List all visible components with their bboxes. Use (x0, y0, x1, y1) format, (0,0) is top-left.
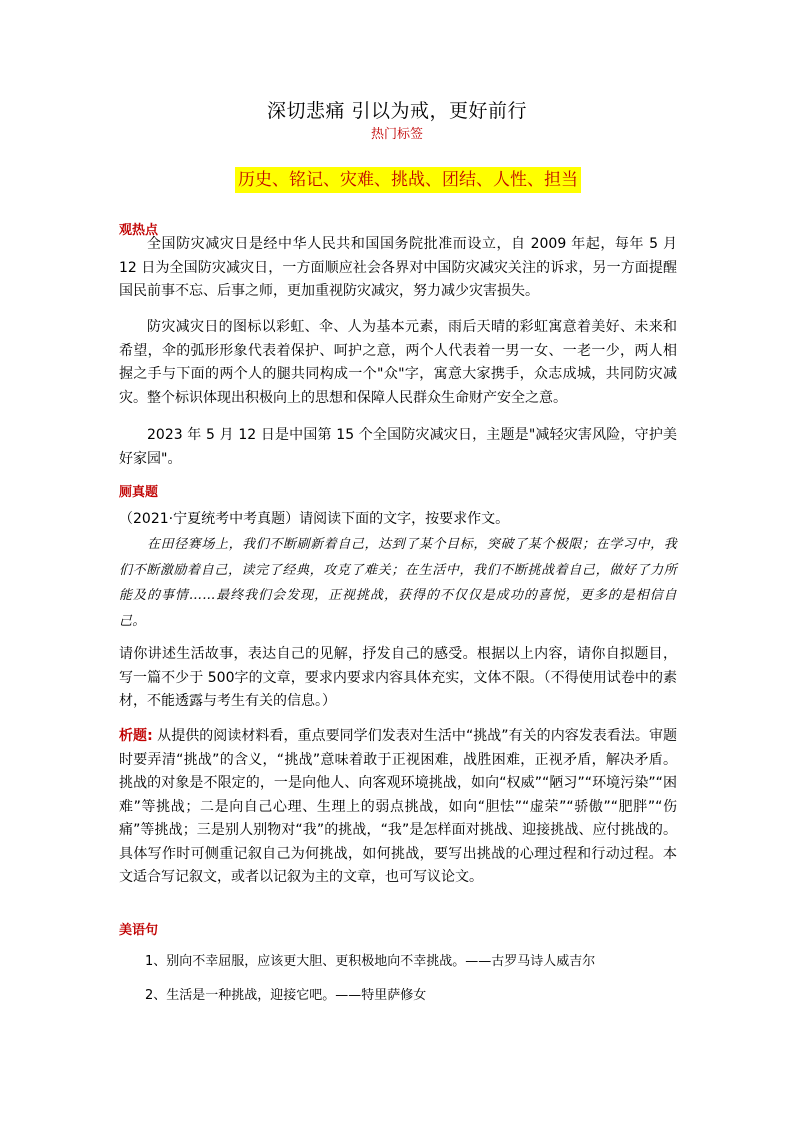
hot-view-paragraph-1: 全国防灾减灾日是经中华人民共和国国务院批准而设立，自 2009 年起，每年 5 月 12 日为全国防灾减灾日，一方面顺应社会各界对中国防灾减灾关注的诉求，另一方面提醒国民前事不忘、后事之师，更加重视防灾减灾，努力减少灾害损失。 (119, 236, 677, 299)
section-heading-hot-view: 观热点 (119, 223, 159, 238)
exam-quote: 在田径赛场上，我们不断刷新着自己，达到了某个目标，突破了某个极限；在学习中，我们不断激励着自己，读完了经典，攻克了难关；在生活中，我们不断挑战着自己，做好了力所能及的事情……最终我们会发现，正视挑战，获得的不仅仅是成功的喜悦，更多的是相信自己。 (119, 537, 677, 629)
tags-highlight: 历史、铭记、灾难、挑战、团结、人性、担当 (235, 167, 581, 193)
document-title: 深切悲痛 引以为戒，更好前行 (266, 100, 528, 122)
hot-tags-label: 热门标签 (370, 127, 423, 142)
quote-item: 2、生活是一种挑战，迎接它吧。——特里萨修女 (145, 988, 427, 1003)
quote-item: 1、别向不幸屈服，应该更大胆、更积极地向不幸挑战。——古罗马诗人威吉尔 (145, 954, 596, 969)
exam-requirement: 请你讲述生活故事，表达自己的见解，抒发自己的感受。根据以上内容，请你自拟题目，写一篇不少于 500字的文章，要求内要求内容具体充实，文体不限。（不得使用试卷中的素材，不能透露与考生有关的信息。） (119, 646, 677, 709)
section-heading-exam: 厕真题 (119, 485, 159, 500)
exam-intro: （2021·宁夏统考中考真题）请阅读下面的文字，按要求作文。 (119, 511, 510, 527)
analysis-label: 析题: (119, 728, 153, 744)
hot-view-paragraph-3: 2023 年 5 月 12 日是中国第 15 个全国防灾减灾日，主题是"减轻灾害风险，守护美好家园"。 (119, 427, 677, 467)
section-heading-quotes: 美语句 (119, 923, 159, 938)
analysis-paragraph (119, 725, 677, 890)
hot-view-paragraph-2: 防灾减灾日的图标以彩虹、伞、人为基本元素，雨后天晴的彩虹寓意着美好、未来和希望，伞的弧形形象代表着保护、呵护之意，两个人代表着一男一女、一老一少，两人相握之手与下面的两个人的腿共同构成一个"众"字，寓意大家携手，众志成城，共同防灾减灾。整个标识体现出积极向上的思想和保障人民群众生命财产安全之意。 (119, 319, 677, 406)
analysis-text: 从提供的阅读材料看，重点要同学们发表对生活中“挑战”有关的内容发表看法。审题时要弄清“挑战”的含义，“挑战”意味着敢于正视困难，战胜困难，正视矛盾，解决矛盾。挑战的对象是不限定的，一是向他人、向客观环境挑战，如向“权威”“陋习”“环境污染”“困难”等挑战；二是向自己心理、生理上的弱点挑战，如向“胆怯”“虚荣”“骄傲”“肥胖”“伤痛”等挑战；三是别人别物对“我”的挑战，“我”是怎样面对挑战、迎接挑战、应付挑战的。具体写作时可侧重记叙自己为何挑战，如何挑战，要写出挑战的心理过程和行动过程。本文适合写记叙文，或者以记叙为主的文章，也可写议论文。 (119, 728, 677, 885)
